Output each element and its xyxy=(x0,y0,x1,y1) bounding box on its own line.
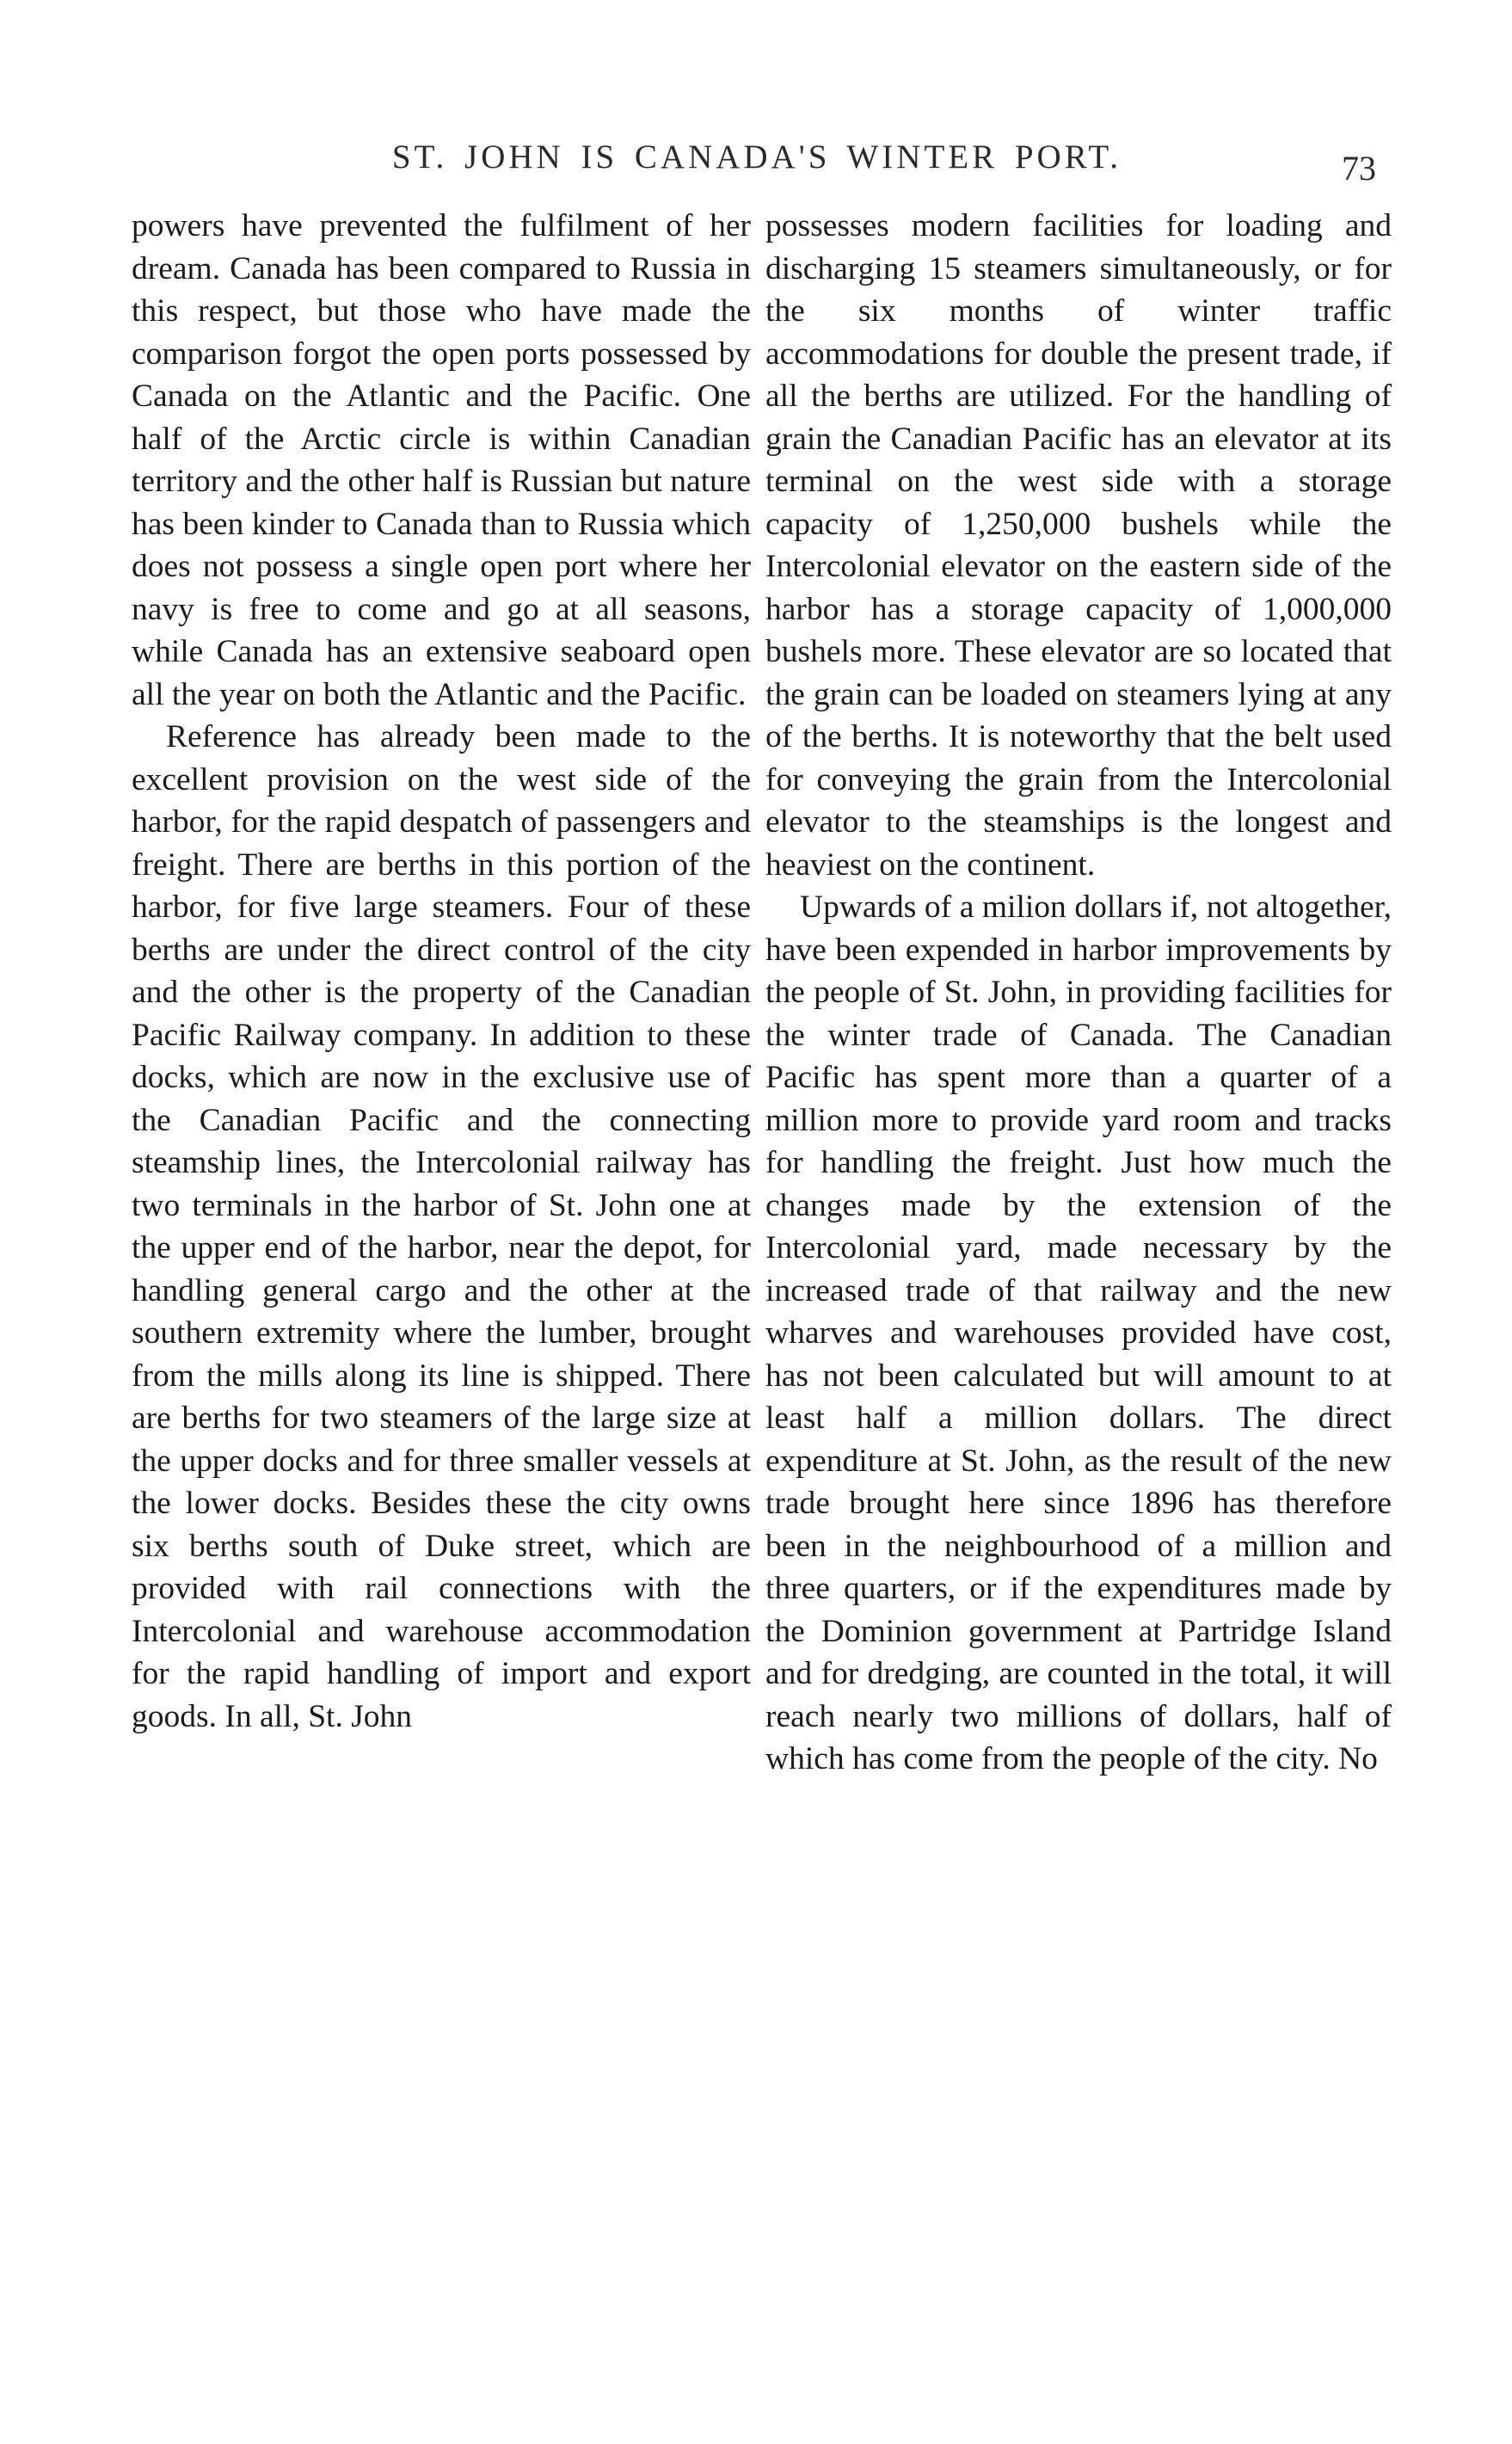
page-number: 73 xyxy=(1342,149,1376,188)
right-column xyxy=(765,205,1392,1781)
paragraph: Reference has already been made to the excellent provision on the west side of the harbor, for the rapid despatch of passengers and freight. There are berths in this portion of the harbor, for five large steamers. Four of these berths are under the direct control of the city and the other is the property of the Canadian Pacific Railway company. In addition to these docks, which are now in the exclusive use of the Canadian Pacific and the connecting steamship lines, the Intercolonial railway has two terminals in the harbor of St. John one at the upper end of the harbor, near the depot, for handling general cargo and the other at the southern extremity where the lumber, brought from the mills along its line is shipped. There are berths for two steamers of the large size at the upper docks and for three smaller vessels at the lower docks. Besides these the city owns six berths south of Duke street, which are provided with rail connections with the Intercolonial and warehouse accommodation for the rapid handling of import and export goods. In all, St. John xyxy=(132,719,751,1734)
paragraph: Upwards of a milion dollars if, not altogether, have been expended in harbor improvements by the people of St. John, in providing facilities for the winter trade of Canada. The Canadian Pacific has spent more than a quarter of a million more to provide yard room and tracks for handling the freight. Just how much the changes made by the extension of the Intercolonial yard, made necessary by the increased trade of that railway and the new wharves and warehouses provided have cost, has not been calculated but will amount to at least half a million dollars. The direct expenditure at St. John, as the result of the new trade brought here since 1896 has therefore been in the neighbourhood of a million and three quarters, or if the expenditures made by the Dominion government at Partridge Island and for dredging, are counted in the total, it will reach nearly two millions of dollars, half of which has come from the people of the city. No xyxy=(765,890,1392,1776)
paragraph: powers have prevented the fulfilment of her dream. Canada has been compared to Russia in this respect, but those who have made the comparison forgot the open ports possessed by Canada on the Atlantic and the Pacific. One half of the Arctic circle is within Canadian territory and the other half is Russian but nature has been kinder to Canada than to Russia which does not possess a single open port where her navy is free to come and go at all seasons, while Canada has an extensive seaboard open all the year on both the Atlantic and the Pacific. xyxy=(132,208,751,712)
running-head xyxy=(138,138,1376,189)
paragraph: possesses modern facilities for loading and discharging 15 steamers simultaneously, or for the six months of winter traffic accommodations for double the present trade, if all the berths are utilized. For the handling of grain the Canadian Pacific has an elevator at its terminal on the west side with a storage capacity of 1,250,000 bushels while the Intercolonial elevator on the eastern side of the harbor has a storage capacity of 1,000,000 bushels more. These elevator are so located that the grain can be loaded on steamers lying at any of the berths. It is noteworthy that the belt used for conveying the grain from the Intercolonial elevator to the steamships is the longest and heaviest on the continent. xyxy=(765,208,1392,883)
running-title: ST. JOHN IS CANADA'S WINTER PORT. xyxy=(391,139,1122,175)
left-column xyxy=(132,205,751,1738)
